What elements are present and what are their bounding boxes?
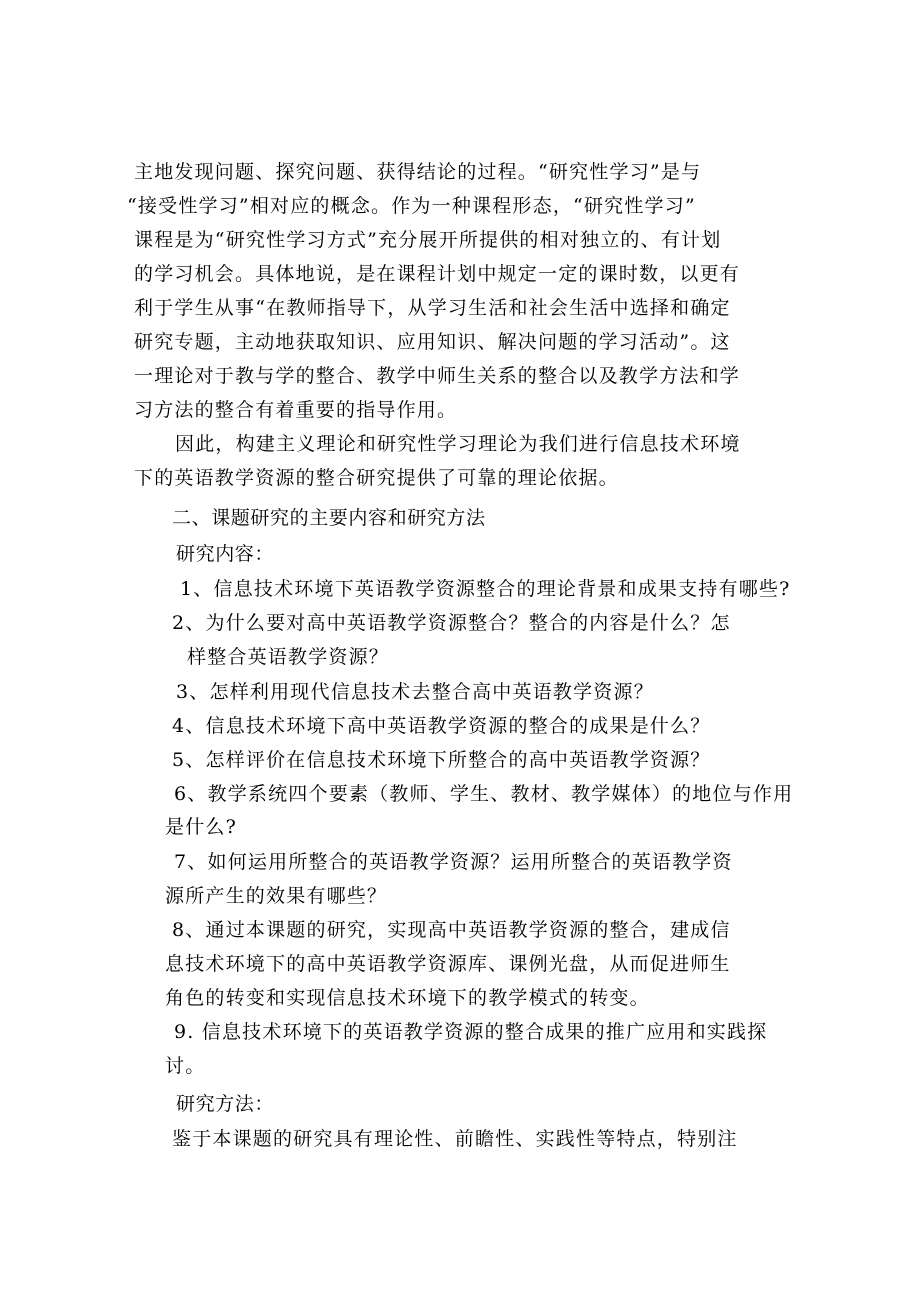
paragraph-line: 下的英语教学资源的整合研究提供了可靠的理论依据。 (134, 467, 619, 489)
section-heading: 二、课题研究的主要内容和研究方法 (172, 507, 486, 529)
list-item: 6、教学系统四个要素（教师、学生、教材、教学媒体）的地位与作用 (174, 783, 794, 805)
paragraph-line: 一理论对于教与学的整合、教学中师生关系的整合以及教学方法和学 (134, 365, 741, 387)
paragraph-line: 的学习机会。具体地说，是在课程计划中规定一定的课时数，以更有 (134, 263, 741, 285)
list-item-continuation: 讨。 (165, 1055, 206, 1077)
list-item: 2、为什么要对高中英语教学资源整合？整合的内容是什么？怎 (172, 612, 731, 634)
paragraph-line: 鉴于本课题的研究具有理论性、前瞻性、实践性等特点，特别注 (172, 1128, 738, 1150)
list-item-continuation: 源所产生的效果有哪些？ (165, 885, 388, 907)
list-item: 1、信息技术环境下英语教学资源整合的理论背景和成果支持有哪些? (180, 578, 791, 600)
research-method-label: 研究方法： (176, 1093, 275, 1115)
paragraph-line: “接受性学习”相对应的概念。作为一种课程形态，“研究性学习” (127, 195, 696, 217)
list-item: 3、怎样利用现代信息技术去整合高中英语教学资源？ (176, 681, 654, 703)
paragraph-line: 因此，构建主义理论和研究性学习理论为我们进行信息技术环境 (175, 433, 741, 455)
list-item-continuation: 是什么? (165, 816, 237, 838)
research-content-label: 研究内容： (176, 543, 275, 565)
paragraph-line: 课程是为“研究性学习方式”充分展开所提供的相对独立的、有计划 (134, 229, 722, 251)
list-item: 7、如何运用所整合的英语教学资源？运用所整合的英语教学资 (174, 851, 733, 873)
list-item-continuation: 息技术环境下的高中英语教学资源库、课例光盘，从而促进师生 (165, 953, 731, 975)
list-item: 8、通过本课题的研究，实现高中英语教学资源的整合，建成信 (172, 919, 731, 941)
list-item: 4、信息技术环境下高中英语教学资源的整合的成果是什么？ (172, 715, 711, 737)
list-item-continuation: 样整合英语教学资源？ (187, 646, 390, 668)
paragraph-line: 利于学生从事“在教师指导下，从学习生活和社会生活中选择和确定 (134, 297, 731, 319)
paragraph-line: 主地发现问题、探究问题、获得结论的过程。“研究性学习”是与 (134, 161, 702, 183)
paragraph-line: 习方法的整合有着重要的指导作用。 (134, 399, 458, 421)
list-item-continuation: 角色的转变和实现信息技术环境下的教学模式的转变。 (165, 987, 650, 1009)
paragraph-line: 研究专题，主动地获取知识、应用知识、解决问题的学习活动”。这 (134, 331, 731, 353)
list-item: 9. 信息技术环境下的英语教学资源的整合成果的推广应用和实践探 (174, 1021, 768, 1043)
list-item: 5、怎样评价在信息技术环境下所整合的高中英语教学资源？ (172, 749, 711, 771)
